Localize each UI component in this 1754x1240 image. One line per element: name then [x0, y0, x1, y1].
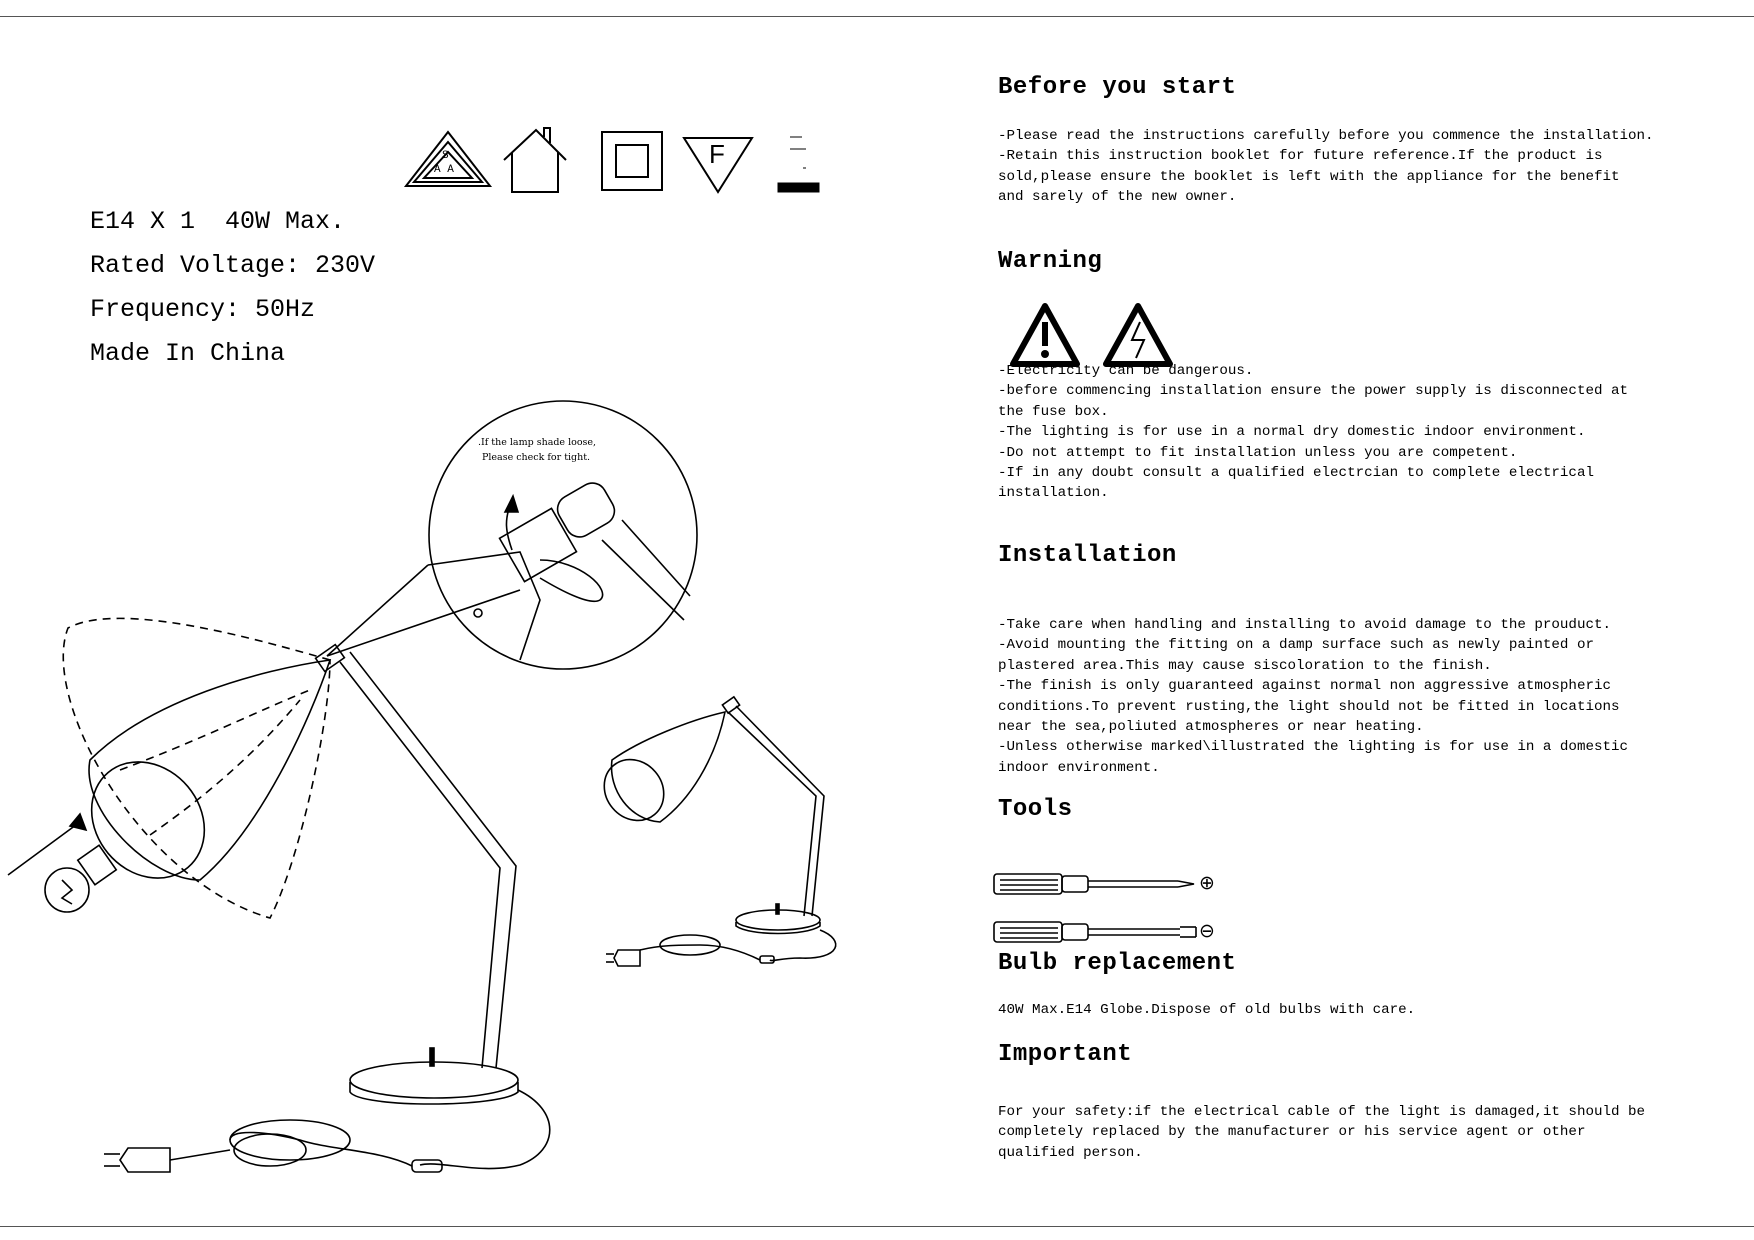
callout-line-2: Please check for tight. — [482, 452, 591, 463]
spec-voltage: Rated Voltage: 230V — [90, 251, 376, 280]
text-before-you-start: -Please read the instructions carefully before you commence the installation. -Retain this instruction booklet for future reference.If the product is sold,please ensure the booklet is left with the appliance for the benefit and sarely of the new owner. — [998, 128, 1654, 206]
text-installation: -Take care when handling and installing to avoid damage to the prouduct. -Avoid mounting the fitting on a damp surface such as newly painted or plastered area.This may cause siscoloration to the finish. -The finish is only guaranteed against normal non aggressive atmospheric conditions.To prevent rusting,the light should not be fitted in locations near the sea,poliuted atmospheres or near heating. -Unless otherwise marked\illustrated the lighting is for use in a domestic indoor environment. — [998, 617, 1629, 776]
exclamation-warning-icon — [1013, 306, 1077, 364]
phillips-symbol: ⊕ — [1199, 872, 1215, 894]
spec-origin: Made In China — [90, 339, 286, 368]
indoor-house-icon — [504, 128, 566, 192]
small-lamp-arm — [728, 712, 816, 916]
double-insulation-icon — [602, 132, 662, 190]
heading-installation: Installation — [998, 542, 1177, 569]
top-rule — [0, 16, 1754, 17]
bulb-icon — [45, 868, 89, 912]
text-bulb-replacement: 40W Max.E14 Globe.Dispose of old bulbs with care. — [998, 1002, 1416, 1018]
saa-letters-aa: A A — [434, 164, 454, 176]
heading-important: Important — [998, 1041, 1133, 1068]
rotate-arrow-icon — [506, 505, 512, 550]
spec-frequency: Frequency: 50Hz — [90, 295, 316, 324]
heading-bulb-replacement: Bulb replacement — [998, 950, 1237, 977]
bottom-rule — [0, 1226, 1754, 1227]
lamp-arm — [340, 662, 500, 1068]
small-lamp-shade — [612, 712, 725, 822]
text-warning: -Electricity can be dangerous. -before commencing installation ensure the power supply is disconnected at the fuse box. -The lighting is for use in a normal dry domestic indoor environment. -Do not attempt to fit installation unless you are competent. -If in any doubt consult a qualified electrcian to complete electrical installation. — [998, 363, 1629, 502]
callout-line-1: .If the lamp shade loose, — [478, 437, 597, 448]
weee-bin-icon — [778, 137, 819, 192]
heading-before-you-start: Before you start — [998, 74, 1237, 101]
plug-icon — [120, 1148, 170, 1172]
spec-bulb: E14 X 1 40W Max. — [90, 207, 346, 236]
heading-tools: Tools — [998, 796, 1073, 823]
heading-warning: Warning — [998, 248, 1103, 275]
small-plug-icon — [614, 950, 640, 966]
saa-letter-s: S — [442, 150, 449, 162]
text-important: For your safety:if the electrical cable of the light is damaged,it should be completely replaced by the manufacturer or his service agent or other qualified person. — [998, 1104, 1646, 1161]
flat-symbol: ⊖ — [1199, 920, 1215, 942]
flat-screwdriver-icon — [994, 922, 1196, 942]
lamp-shade — [89, 660, 330, 880]
lamp-base — [350, 1062, 518, 1098]
small-lamp-base — [736, 910, 820, 930]
f-mark-letter: F — [709, 139, 725, 169]
lamp-shade-dashed — [63, 618, 330, 918]
specifications — [90, 200, 375, 376]
phillips-screwdriver-icon — [994, 874, 1194, 894]
electric-shock-warning-icon — [1106, 306, 1170, 364]
